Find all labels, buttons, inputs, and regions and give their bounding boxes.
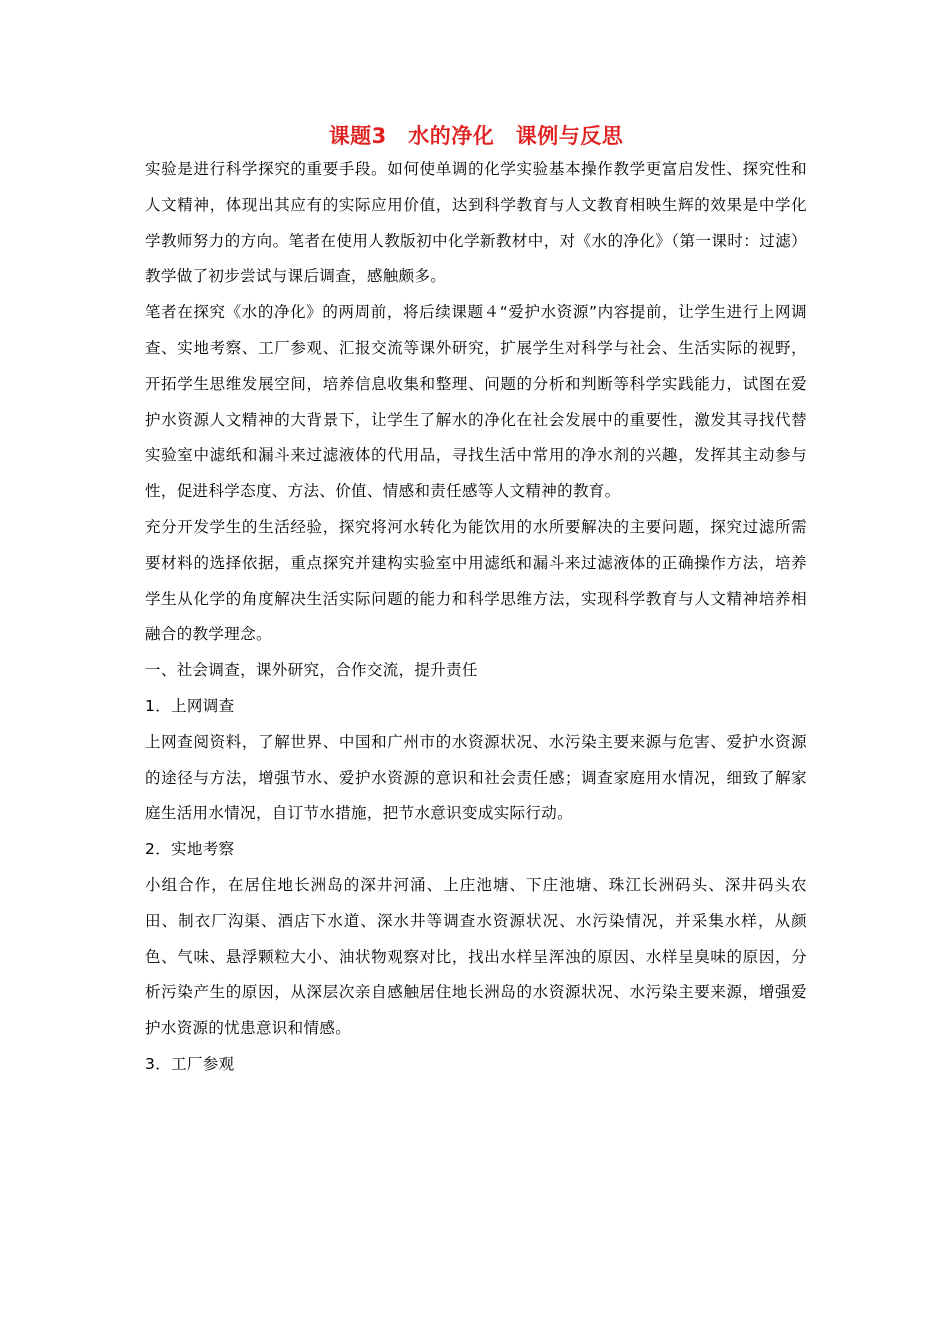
paragraph-intro: 实验是进行科学探究的重要手段。如何使单调的化学实验基本操作教学更富启发性、探究性和人文精神，体现出其应有的实际应用价值，达到科学教育与人文教育相映生辉的效果是中学化学教师努力的方向。笔者在使用人教版初中化学新教材中，对《水的净化》（第一课时：过滤）教学做了初步尝试与课后调查，感触颇多。 [145,160,807,286]
paragraph-approach: 充分开发学生的生活经验，探究将河水转化为能饮用的水所要解决的主要问题，探究过滤所需要材料的选择依据，重点探究并建构实验室中用滤纸和漏斗来过滤液体的正确操作方法，培养学生从化学的角度解决生活实际问题的能力和科学思维方法，实现科学教育与人文精神培养相融合的教学理念。 [145,517,807,644]
subheading-field-study: 2．实地考察 [145,840,235,859]
paragraph-field-study: 小组合作，在居住地长洲岛的深井河涌、上庄池塘、下庄池塘、珠江长洲码头、深井码头农田、制衣厂沟渠、酒店下水道、深水井等调查水资源状况、水污染情况，并采集水样，从颜色、气味、悬浮颗粒大小、油状物观察对比，找出水样呈浑浊的原因、水样呈臭味的原因，分析污染产生的原因，从深层次亲自感触居住地长洲岛的水资源状况、水污染主要来源，增强爱护水资源的忧患意识和情感。 [145,875,807,1038]
paragraph-online-survey: 上网查阅资料，了解世界、中国和广州市的水资源状况、水污染主要来源与危害、爱护水资源的途径与方法，增强节水、爱护水资源的意识和社会责任感；调查家庭用水情况，细致了解家庭生活用水情况，自订节水措施，把节水意识变成实际行动。 [145,732,807,823]
document-page [145,120,807,1083]
paragraph-background: 笔者在探究《水的净化》的两周前，将后续课题４“爱护水资源”内容提前，让学生进行上网调查、实地考察、工厂参观、汇报交流等课外研究，扩展学生对科学与社会、生活实际的视野，开拓学生思维发展空间，培养信息收集和整理、问题的分析和判断等科学实践能力，试图在爱护水资源人文精神的大背景下，让学生了解水的净化在社会发展中的重要性，激发其寻找代替实验室中滤纸和漏斗来过滤液体的代用品，寻找生活中常用的净水剂的兴趣，发挥其主动参与性，促进科学态度、方法、价值、情感和责任感等人文精神的教育。 [145,303,807,501]
section-heading-1: 一、社会调查，课外研究，合作交流，提升责任 [145,661,478,680]
subheading-online-survey: 1．上网调查 [145,696,235,715]
subheading-factory-visit: 3．工厂参观 [145,1054,235,1073]
document-title: 课题3 水的净化 课例与反思 [328,124,624,148]
